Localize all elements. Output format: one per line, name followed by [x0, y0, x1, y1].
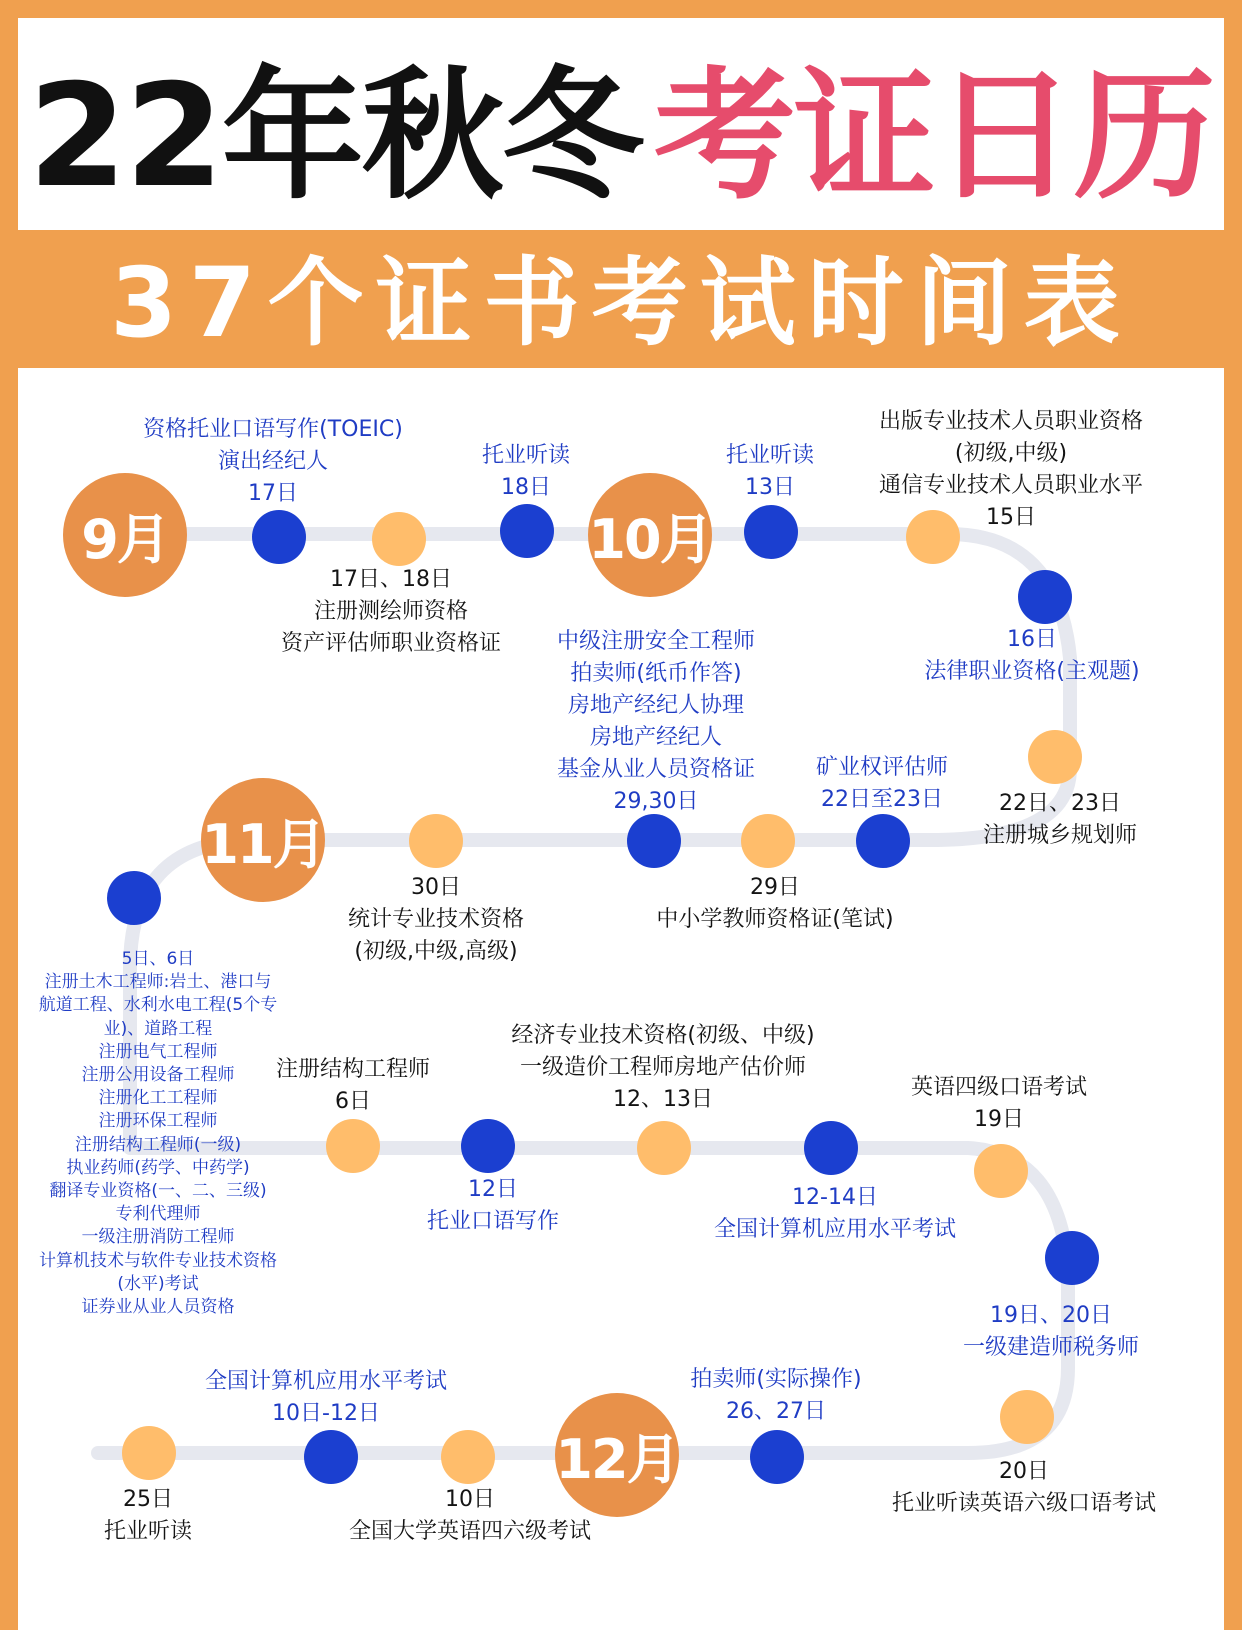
dot-nov-6 [326, 1119, 380, 1173]
label-dec-cet: 10日 全国大学英语四六级考试 [348, 1487, 592, 1544]
calendar-panel [18, 368, 1224, 1630]
label-nov-toeic-speaking: 12日 托业口语写作 [426, 1177, 560, 1234]
dot-sep-17-18 [372, 512, 426, 566]
dot-oct-13 [744, 505, 798, 559]
label-oct-teacher: 29日 中小学教师资格证(笔试) [656, 875, 894, 932]
label-nov-structural: 注册结构工程师 6日 [275, 1057, 431, 1114]
page-title [18, 18, 1224, 230]
label-nov-constructor: 19日、20日 一级建造师税务师 [962, 1303, 1140, 1360]
dot-nov-5-6 [107, 871, 161, 925]
label-nov-economics: 经济专业技术资格(初级、中级) 一级造价工程师房地产估价师 12、13日 [511, 1023, 815, 1112]
dot-dec-26-27 [750, 1430, 804, 1484]
label-oct-urban-planner: 22日、23日 注册城乡规划师 [982, 791, 1138, 848]
month-oct-circle: 10月 [588, 473, 712, 597]
label-oct-legal: 16日 法律职业资格(主观题) [924, 627, 1140, 684]
month-sep-circle: 9月 [63, 473, 187, 597]
dot-dec-20 [1000, 1390, 1054, 1444]
label-sep-surveying: 17日、18日 注册测绘师资格 资产评估师职业资格证 [280, 567, 502, 656]
title-black-part: 22年秋冬 [28, 54, 642, 219]
label-nov-cet4-oral: 英语四级口语考试 19日 [910, 1075, 1088, 1132]
dot-nov-19 [974, 1144, 1028, 1198]
dot-sep-17 [252, 510, 306, 564]
dot-oct-30 [409, 814, 463, 868]
label-dec-computer: 全国计算机应用水平考试 10日-12日 [204, 1369, 448, 1426]
label-oct-safety: 中级注册安全工程师 拍卖师(纸币作答) 房地产经纪人协理 房地产经纪人 基金从业人员资格证 29,30日 [556, 629, 756, 814]
dot-oct-22-23-mineral [856, 814, 910, 868]
dot-nov-12 [461, 1119, 515, 1173]
dot-sep-18 [500, 504, 554, 558]
dot-dec-10-12 [304, 1430, 358, 1484]
label-oct-mineral: 矿业权评估师 22日至23日 [815, 755, 949, 812]
label-dec-toeic-cet6: 20日 托业听读英语六级口语考试 [891, 1459, 1157, 1516]
label-nov-computer: 12-14日 全国计算机应用水平考试 [713, 1185, 957, 1242]
label-sep-toeic-lr: 托业听读 18日 [481, 443, 571, 500]
title-banner [18, 18, 1224, 230]
dot-dec-10 [441, 1430, 495, 1484]
dot-oct-29-30 [627, 814, 681, 868]
label-oct-toeic-lr: 托业听读 13日 [725, 443, 815, 500]
label-dec-toeic-lr: 25日 托业听读 [103, 1487, 193, 1544]
dot-dec-25 [122, 1426, 176, 1480]
dot-nov-19-20 [1045, 1231, 1099, 1285]
month-dec-circle: 12月 [555, 1393, 679, 1517]
month-nov-circle: 11月 [201, 778, 325, 902]
label-oct-publishing: 出版专业技术人员职业资格 (初级,中级) 通信专业技术人员职业水平 15日 [878, 409, 1144, 530]
label-oct-statistics: 30日 统计专业技术资格 (初级,中级,高级) [347, 875, 525, 964]
title-pink-part: 考证日历 [653, 54, 1214, 219]
label-nov-engineers: 5日、6日 注册土木工程师:岩土、港口与 航道工程、水利水电工程(5个专 业)、道路工程 注册电气工程师 注册公用设备工程师 注册化工工程师 注册环保工程师 注册结构工程师(一级) 执业药师(药学、中药学) 翻译专业资格(一、二、三级) 专利代理师 一级注册消防工程师 计算机技术与软件专业技术资格 (水平)考试 证券业从业人员资格 [38, 949, 278, 1318]
page-subtitle: 37个证书考试时间表 [110, 246, 1132, 359]
dot-oct-29-teacher [741, 814, 795, 868]
label-sep-toeic-speaking: 资格托业口语写作(TOEIC) 演出经纪人 17日 [143, 417, 403, 506]
dot-nov-12-14 [804, 1121, 858, 1175]
dot-oct-22-23 [1028, 730, 1082, 784]
label-dec-auctioneer: 拍卖师(实际操作) 26、27日 [690, 1367, 862, 1424]
dot-nov-12-13 [637, 1121, 691, 1175]
dot-oct-16 [1018, 570, 1072, 624]
